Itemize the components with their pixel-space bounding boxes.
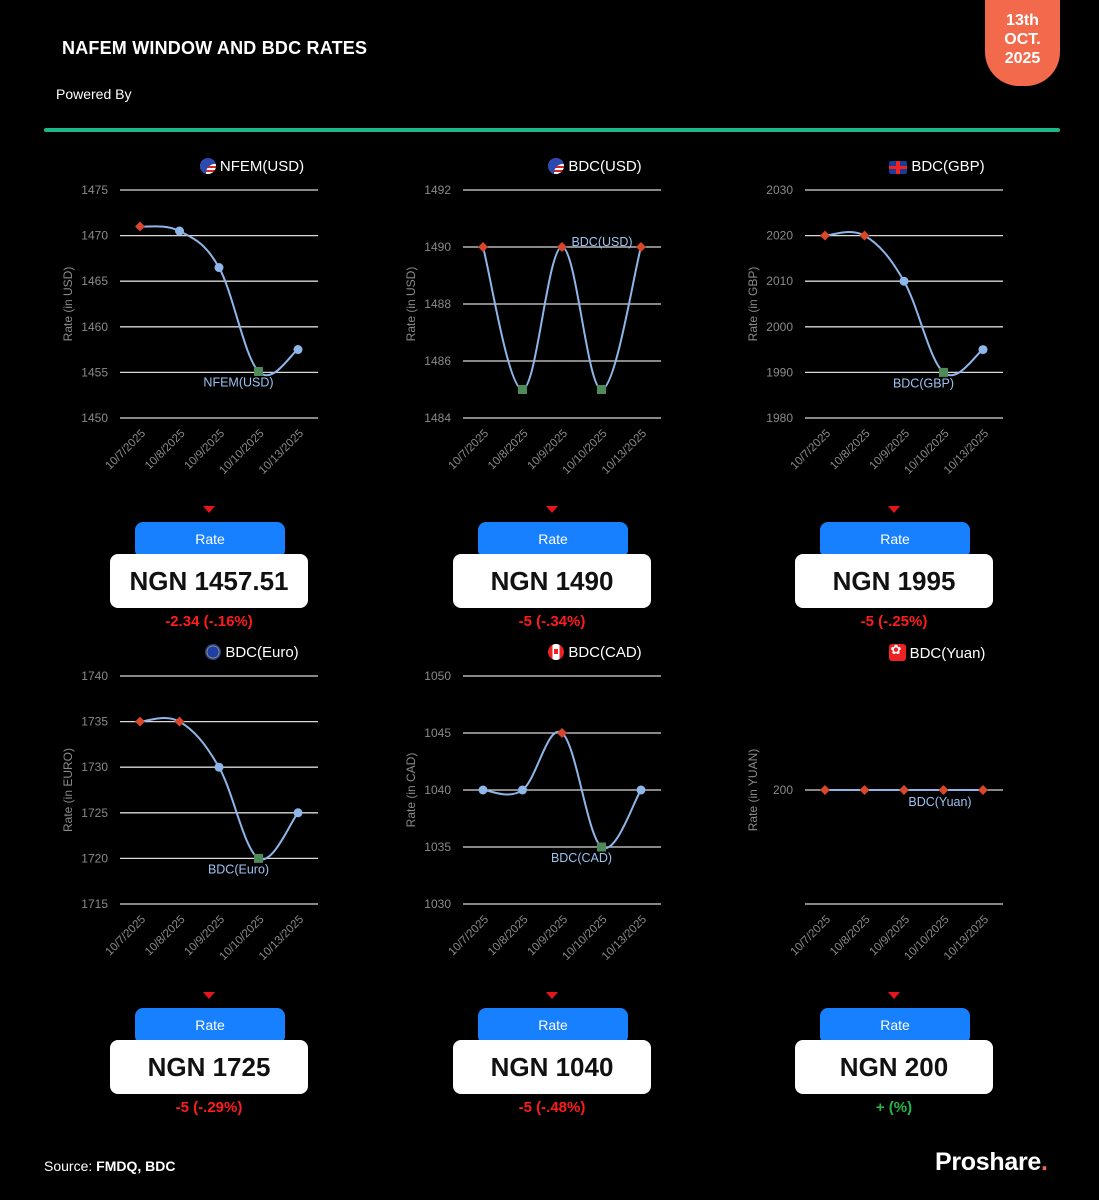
data-point bbox=[637, 786, 646, 795]
series-line bbox=[140, 718, 298, 859]
y-tick-label: 2030 bbox=[766, 183, 793, 197]
data-point bbox=[215, 763, 224, 772]
source-label: Source: bbox=[44, 1158, 93, 1174]
y-axis-label: Rate (in GBP) bbox=[746, 266, 760, 342]
x-tick-label: 10/8/2025 bbox=[485, 427, 531, 473]
series-line bbox=[140, 226, 298, 375]
x-tick-label: 10/13/2025 bbox=[256, 913, 307, 963]
rate-value-box: NGN 1995 bbox=[795, 554, 993, 608]
y-tick-label: 1735 bbox=[81, 714, 108, 729]
data-point bbox=[979, 345, 988, 354]
data-point bbox=[900, 277, 909, 286]
chart-title-text: BDC(Euro) bbox=[225, 644, 299, 661]
rate-value-box: NGN 1457.51 bbox=[110, 554, 308, 608]
y-tick-label: 1492 bbox=[424, 183, 451, 197]
data-point-max bbox=[135, 222, 145, 232]
down-arrow-icon bbox=[888, 992, 900, 999]
rate-label-pill: Rate bbox=[478, 522, 628, 558]
chart-title-text: BDC(GBP) bbox=[911, 158, 985, 175]
x-tick-label: 10/7/2025 bbox=[788, 427, 834, 473]
down-arrow-icon bbox=[203, 506, 215, 513]
y-tick-label: 1720 bbox=[81, 851, 108, 866]
page-title: NAFEM WINDOW AND BDC RATES bbox=[62, 38, 368, 58]
y-tick-label: 1730 bbox=[81, 760, 108, 775]
data-point-max bbox=[175, 717, 185, 727]
x-tick-label: 10/8/2025 bbox=[485, 913, 531, 959]
x-tick-label: 10/7/2025 bbox=[446, 427, 492, 473]
data-point bbox=[294, 345, 303, 354]
x-tick-label: 10/10/2025 bbox=[560, 427, 610, 477]
y-tick-label: 1725 bbox=[81, 805, 108, 820]
series-line bbox=[825, 232, 983, 375]
data-point bbox=[294, 808, 303, 817]
series-label: BDC(Euro) bbox=[207, 862, 270, 877]
x-tick-label: 10/9/2025 bbox=[182, 427, 228, 473]
x-tick-label: 10/7/2025 bbox=[446, 913, 492, 959]
rate-change: -5 (-.48%) bbox=[518, 1099, 586, 1116]
data-point-max bbox=[860, 231, 870, 241]
x-tick-label: 10/13/2025 bbox=[941, 913, 992, 963]
rate-label-pill: Rate bbox=[135, 1008, 285, 1044]
y-tick-label: 1488 bbox=[424, 297, 451, 311]
series-line bbox=[483, 247, 641, 390]
source-note bbox=[44, 1158, 175, 1174]
y-axis-label: Rate (in USD) bbox=[61, 266, 75, 342]
series-label: BDC(Yuan) bbox=[908, 795, 972, 809]
data-point bbox=[479, 786, 488, 795]
data-point bbox=[215, 263, 224, 272]
powered-by-label: Powered By bbox=[56, 86, 132, 102]
y-tick-label: 2020 bbox=[766, 228, 793, 243]
line-chart bbox=[403, 150, 693, 480]
y-tick-label: 1465 bbox=[81, 274, 108, 289]
y-tick-label: 2000 bbox=[766, 319, 793, 334]
data-point bbox=[518, 786, 527, 795]
rate-change: -5 (-.34%) bbox=[518, 613, 586, 630]
data-point-min bbox=[518, 385, 527, 394]
x-tick-label: 10/10/2025 bbox=[902, 427, 952, 477]
date-year: 2025 bbox=[1004, 50, 1041, 67]
y-tick-label: 1980 bbox=[766, 411, 793, 425]
x-tick-label: 10/7/2025 bbox=[103, 913, 149, 959]
down-arrow-icon bbox=[203, 992, 215, 999]
data-point-max bbox=[636, 242, 646, 252]
down-arrow-icon bbox=[888, 506, 900, 513]
x-tick-label: 10/8/2025 bbox=[142, 427, 188, 473]
data-point-max bbox=[135, 717, 145, 727]
y-tick-label: 200 bbox=[772, 783, 793, 797]
down-arrow-icon bbox=[546, 992, 558, 999]
x-tick-label: 10/13/2025 bbox=[256, 427, 307, 477]
brand-logo bbox=[935, 1148, 1048, 1177]
x-tick-label: 10/13/2025 bbox=[599, 427, 650, 477]
line-chart bbox=[745, 150, 1035, 480]
data-point-min bbox=[597, 385, 606, 394]
y-axis-label: Rate (in EURO) bbox=[61, 747, 75, 833]
date-month: OCT. bbox=[1004, 31, 1041, 48]
data-point-max bbox=[978, 785, 988, 795]
rate-change: + (%) bbox=[875, 1099, 913, 1116]
x-tick-label: 10/9/2025 bbox=[525, 427, 571, 473]
y-tick-label: 1450 bbox=[81, 411, 108, 425]
data-point-max bbox=[820, 231, 830, 241]
series-label: BDC(GBP) bbox=[892, 376, 955, 391]
y-tick-label: 2010 bbox=[766, 274, 793, 289]
y-tick-label: 1740 bbox=[81, 669, 108, 683]
chart-title-text: NFEM(USD) bbox=[219, 158, 305, 175]
rate-change: -5 (-.25%) bbox=[860, 613, 928, 630]
x-tick-label: 10/8/2025 bbox=[827, 427, 873, 473]
rate-label-pill: Rate bbox=[820, 1008, 970, 1044]
data-point-max bbox=[820, 785, 830, 795]
x-tick-label: 10/8/2025 bbox=[827, 913, 873, 959]
series-label: NFEM(USD) bbox=[203, 375, 274, 390]
y-tick-label: 1030 bbox=[424, 897, 451, 911]
y-axis-label: Rate (in CAD) bbox=[404, 752, 418, 828]
rate-value-box: NGN 1725 bbox=[110, 1040, 308, 1094]
y-tick-label: 1040 bbox=[424, 783, 451, 797]
series-label: BDC(CAD) bbox=[550, 851, 613, 865]
header-divider bbox=[44, 128, 1060, 132]
x-tick-label: 10/10/2025 bbox=[217, 913, 267, 963]
y-tick-label: 1486 bbox=[424, 354, 451, 368]
y-tick-label: 1470 bbox=[81, 228, 108, 243]
chart-title-text: BDC(CAD) bbox=[568, 644, 642, 661]
x-tick-label: 10/9/2025 bbox=[867, 427, 913, 473]
rate-value-box: NGN 200 bbox=[795, 1040, 993, 1094]
data-point-max bbox=[899, 785, 909, 795]
y-tick-label: 1990 bbox=[766, 365, 793, 380]
data-point-max bbox=[478, 242, 488, 252]
chart-title-text: BDC(USD) bbox=[568, 158, 642, 175]
y-axis-label: Rate (in USD) bbox=[404, 266, 418, 342]
y-tick-label: 1490 bbox=[424, 240, 451, 254]
rate-label-pill: Rate bbox=[478, 1008, 628, 1044]
x-tick-label: 10/7/2025 bbox=[103, 427, 149, 473]
x-tick-label: 10/13/2025 bbox=[599, 913, 650, 963]
date-badge bbox=[985, 0, 1060, 86]
y-tick-label: 1045 bbox=[424, 726, 451, 740]
x-tick-label: 10/13/2025 bbox=[941, 427, 992, 477]
data-point bbox=[175, 227, 184, 236]
y-tick-label: 1035 bbox=[424, 840, 451, 854]
x-tick-label: 10/7/2025 bbox=[788, 913, 834, 959]
data-point-max bbox=[939, 785, 949, 795]
y-tick-label: 1455 bbox=[81, 365, 108, 380]
series-label: BDC(USD) bbox=[571, 235, 633, 249]
chart-title-text: BDC(Yuan) bbox=[909, 645, 986, 662]
data-point-max bbox=[860, 785, 870, 795]
rate-label-pill: Rate bbox=[820, 522, 970, 558]
y-tick-label: 1475 bbox=[81, 183, 108, 197]
x-tick-label: 10/9/2025 bbox=[867, 913, 913, 959]
x-tick-label: 10/8/2025 bbox=[142, 913, 188, 959]
y-tick-label: 1715 bbox=[81, 897, 108, 911]
rate-label-pill: Rate bbox=[135, 522, 285, 558]
rate-change: -2.34 (-.16%) bbox=[165, 613, 253, 630]
line-chart bbox=[745, 636, 1035, 966]
date-day: 13th bbox=[1006, 12, 1039, 29]
x-tick-label: 10/9/2025 bbox=[182, 913, 228, 959]
rate-change: -5 (-.29%) bbox=[175, 1099, 243, 1116]
x-tick-label: 10/10/2025 bbox=[560, 913, 610, 963]
source-value: FMDQ, BDC bbox=[96, 1158, 176, 1174]
down-arrow-icon bbox=[546, 506, 558, 513]
x-tick-label: 10/9/2025 bbox=[525, 913, 571, 959]
x-tick-label: 10/10/2025 bbox=[217, 427, 267, 477]
y-axis-label: Rate (in YUAN) bbox=[746, 748, 760, 832]
y-tick-label: 1484 bbox=[424, 411, 451, 425]
line-chart bbox=[60, 636, 350, 966]
brand-dot: . bbox=[1041, 1148, 1048, 1176]
y-tick-label: 1050 bbox=[424, 669, 451, 683]
y-tick-label: 1460 bbox=[81, 319, 108, 334]
line-chart bbox=[60, 150, 350, 480]
rate-value-box: NGN 1040 bbox=[453, 1040, 651, 1094]
brand-name: Proshare bbox=[935, 1148, 1041, 1176]
rate-value-box: NGN 1490 bbox=[453, 554, 651, 608]
line-chart bbox=[403, 636, 693, 966]
x-tick-label: 10/10/2025 bbox=[902, 913, 952, 963]
